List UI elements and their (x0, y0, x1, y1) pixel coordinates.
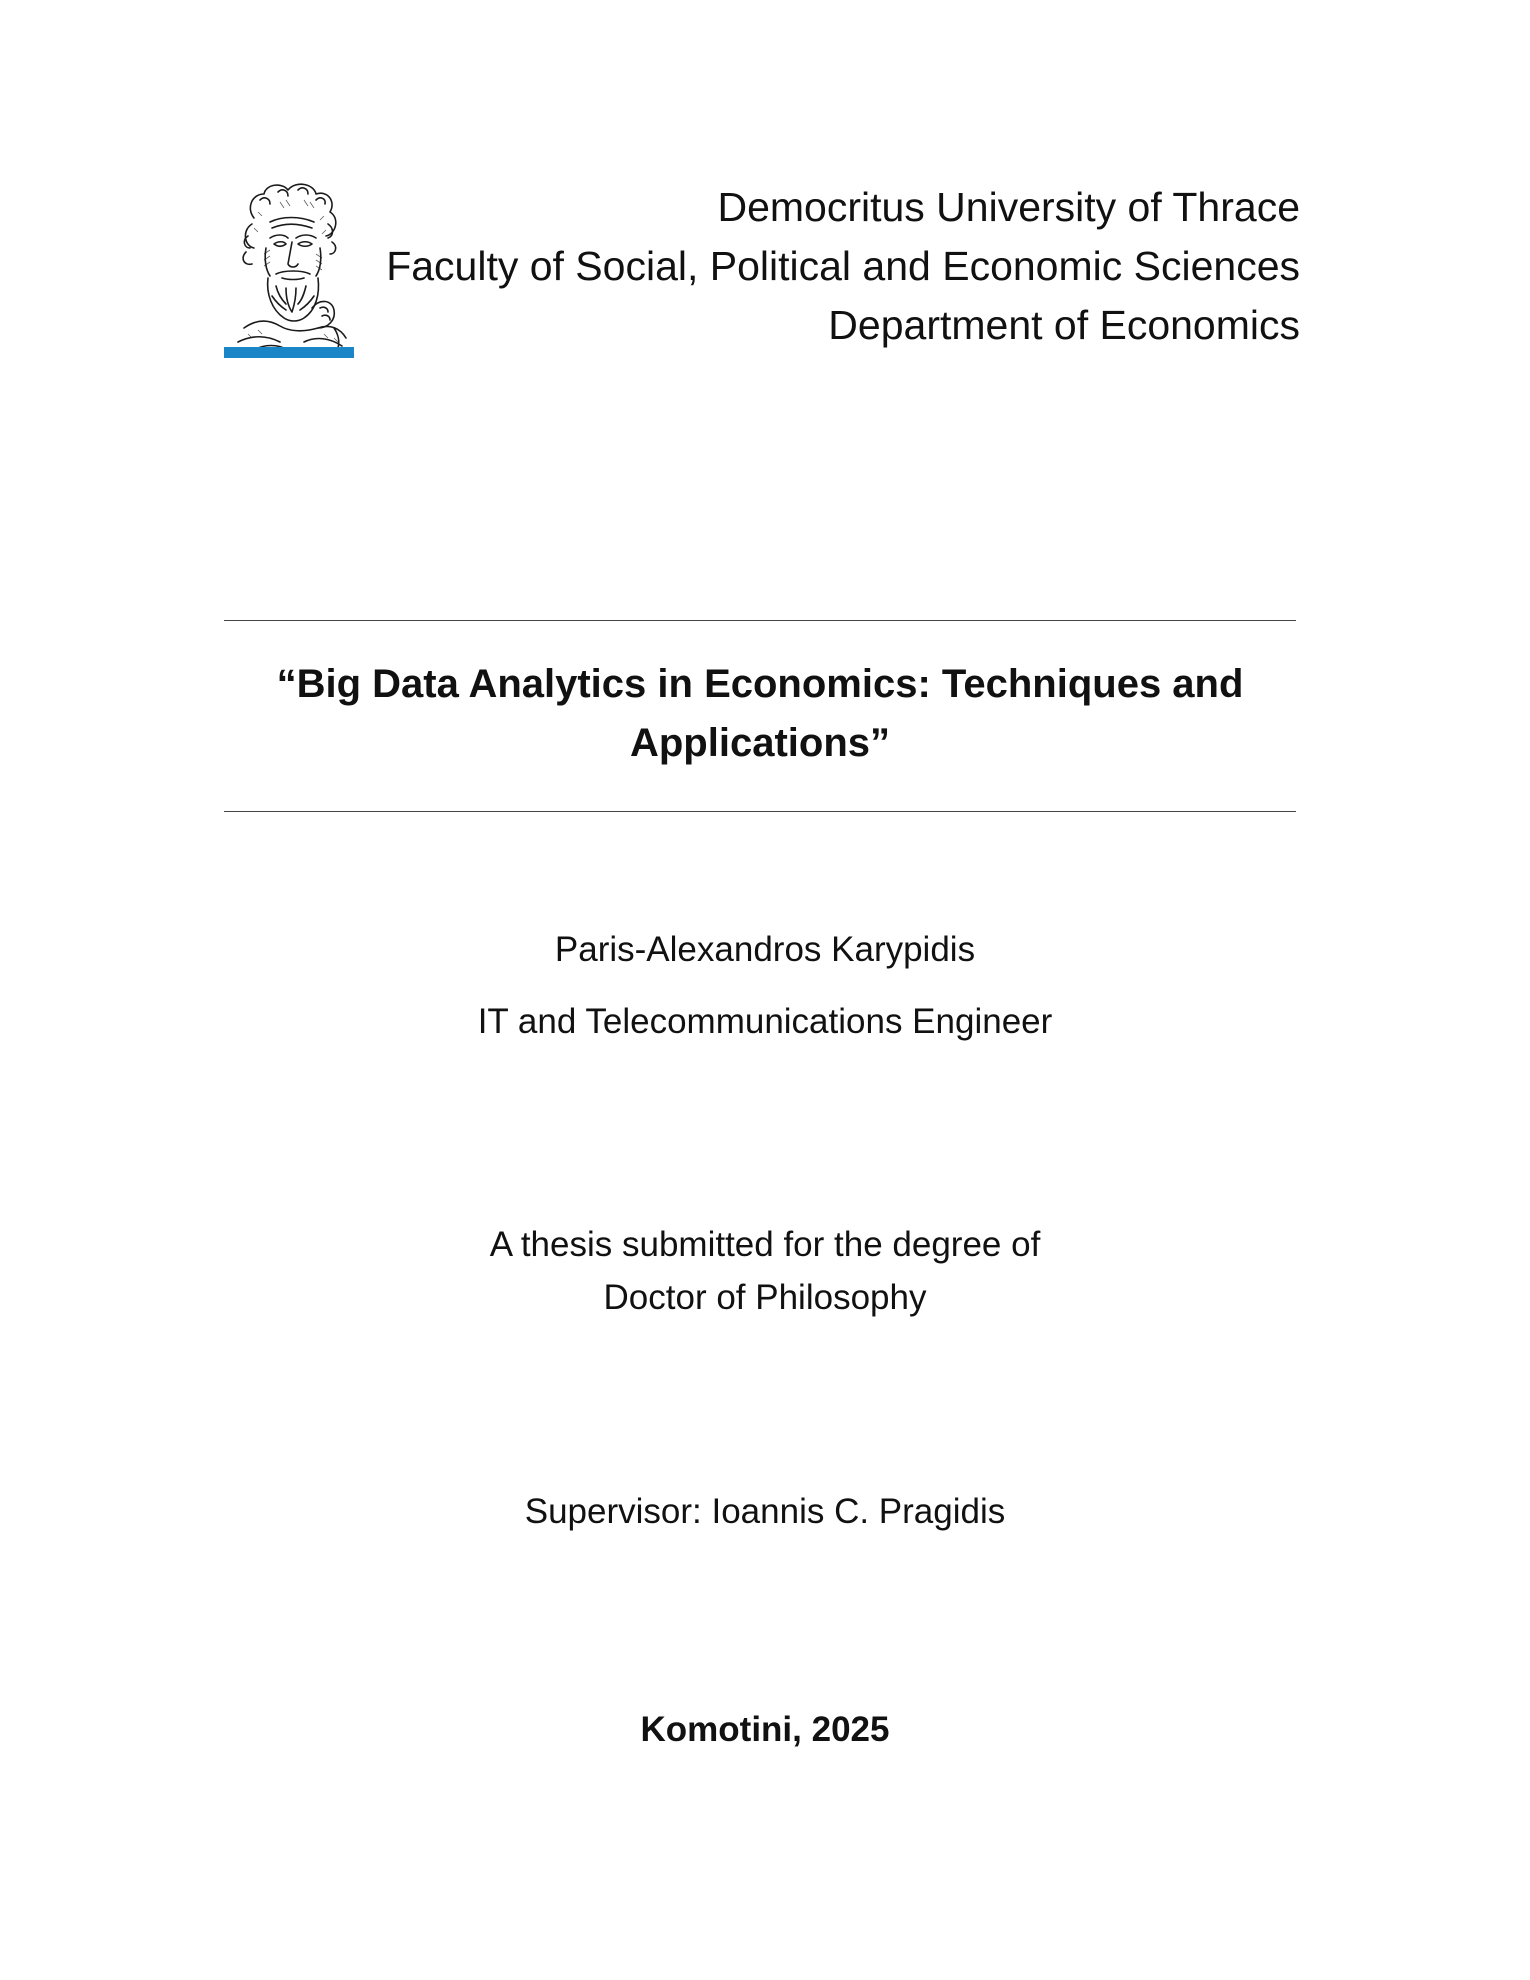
thesis-title-line-2: Applications” (629, 721, 891, 765)
democritus-bust-icon (224, 178, 354, 358)
thesis-title (224, 655, 1296, 773)
author-name: Paris-Alexandros Karypidis (554, 930, 976, 969)
author-profession: IT and Telecommunications Engineer (477, 1002, 1053, 1041)
place-and-date: Komotini, 2025 (640, 1710, 890, 1749)
degree-statement (0, 1218, 1530, 1324)
university-name: Democritus University of Thrace (717, 184, 1300, 230)
institution-header (386, 178, 1300, 355)
logo-accent-bar (224, 347, 354, 358)
degree-line-2: Doctor of Philosophy (603, 1278, 927, 1317)
thesis-title-line-1: “Big Data Analytics in Economics: Techniques and (276, 662, 1244, 706)
faculty-name: Faculty of Social, Political and Economic Sciences (386, 243, 1300, 289)
degree-line-1: A thesis submitted for the degree of (489, 1225, 1041, 1264)
department-name: Department of Economics (828, 302, 1300, 348)
title-bottom-divider (224, 811, 1296, 812)
supervisor: Supervisor: Ioannis C. Pragidis (524, 1492, 1006, 1531)
title-top-divider (224, 620, 1296, 621)
